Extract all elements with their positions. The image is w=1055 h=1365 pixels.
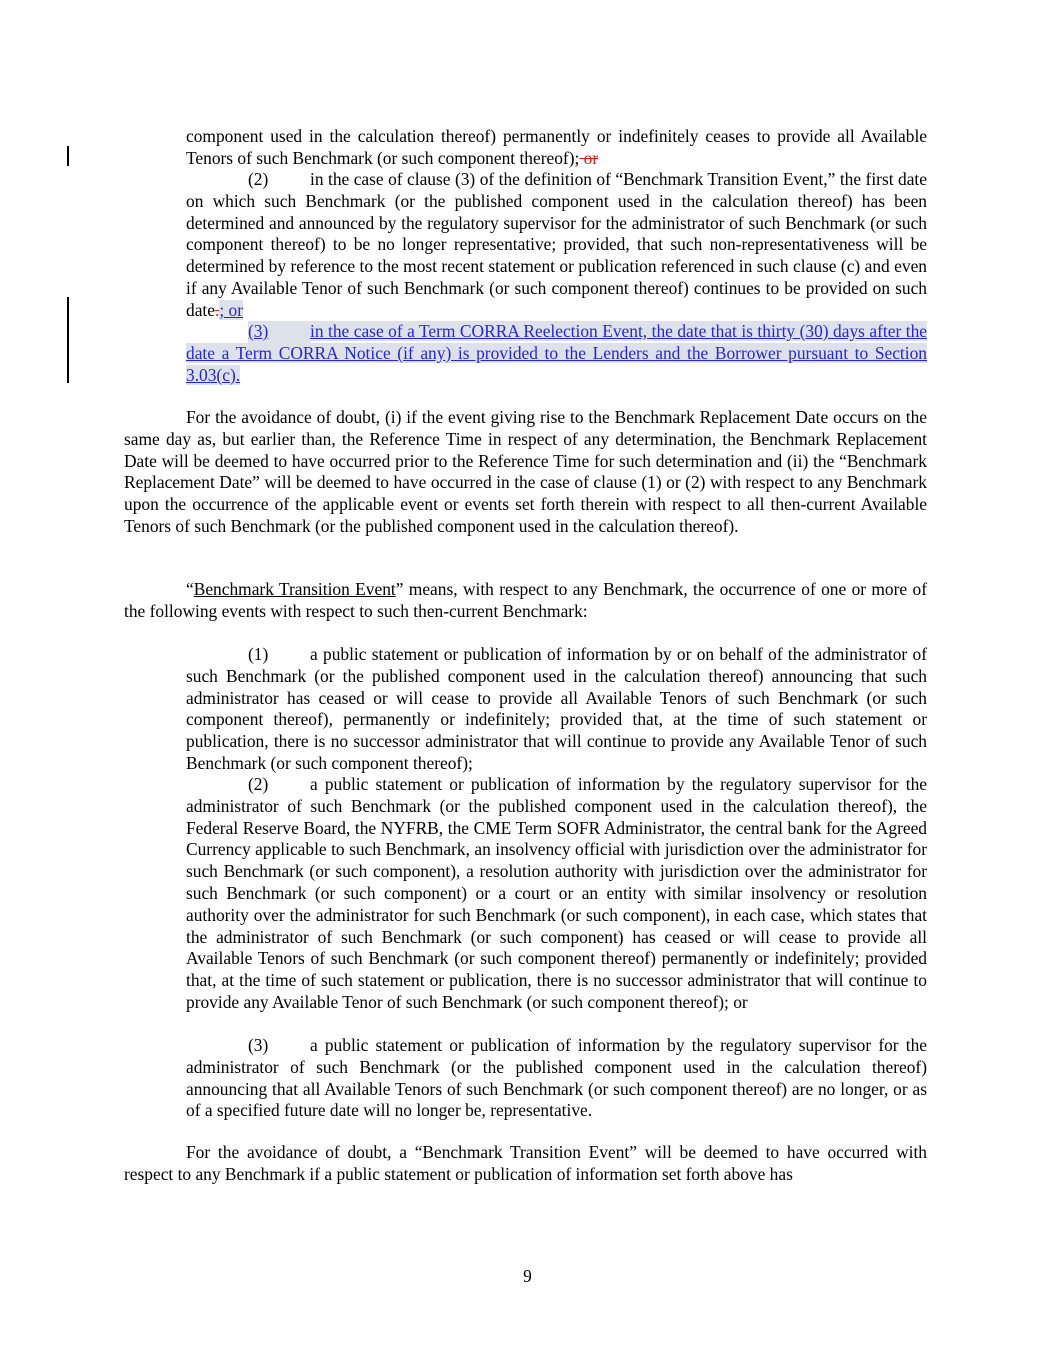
clause-2 [186, 169, 927, 322]
clause-number: (2) [248, 774, 269, 794]
definition-benchmark-transition-event [124, 579, 927, 623]
clause-text: a public statement or publication of information by or on behalf of the administrator of such Benchmark (or the published component used in the calculation thereof) announcing that such administrator has ceased or will cease to provide all Available Tenors of such Benchmark (or such component thereof), permanently or indefinitely; provided that, at the time of such statement or publication, there is no successor administrator that will continue to provide any Available Tenor of such Benchmark (or such component thereof); [186, 644, 927, 773]
avoidance-of-doubt-paragraph [124, 407, 927, 538]
event-3 [186, 1035, 927, 1122]
definition-text: ” means, with respect to any Benchmark, the occurrence of one or more of the following events with respect to such then-current Benchmark: [124, 579, 927, 621]
paragraph-text: For the avoidance of doubt, a “Benchmark Transition Event” will be deemed to have occurred with respect to any Benchmark if a public statement or publication of information set forth above has [124, 1142, 927, 1184]
clause-3-inserted [186, 321, 927, 386]
clause-number: (3) [248, 1035, 269, 1055]
quote-mark: “ [186, 579, 194, 599]
defined-term: Benchmark Transition Event [193, 579, 396, 599]
clause-number: (1) [248, 644, 269, 664]
clause-number: (2) [248, 169, 269, 189]
change-bar [67, 297, 69, 383]
avoidance-of-doubt-transition [124, 1142, 927, 1186]
inserted-text: ; or [219, 299, 243, 320]
inserted-text: in the case of a Term CORRA Reelection Event, the date that is thirty (30) days after the date a Term CORRA Notice (if any) is provided to the Lenders and the Borrower pursuant to Section 3.03(c). [186, 321, 927, 385]
page-number: 9 [523, 1266, 532, 1286]
event-2 [186, 774, 927, 1014]
clause-number: (3) [248, 321, 310, 343]
clause-text: a public statement or publication of information by the regulatory supervisor for the administrator of such Benchmark (or the published component used in the calculation thereof) announcing that all Available Tenors of such Benchmark (or such component thereof) are no longer, or as of a specified future date will no longer be, representative. [186, 1035, 927, 1121]
deleted-text: or [579, 147, 599, 168]
event-1 [186, 644, 927, 775]
clause-text: in the case of clause (3) of the definition of “Benchmark Transition Event,” the first date on which such Benchmark (or the published component used in the calculation thereof) has been determined and announced by the regulatory supervisor for the administrator of such Benchmark (or such component thereof) to be no longer representative; provided, that such non-representativeness will be determined by reference to the most recent statement or publication referenced in such clause (c) and even if any Available Tenor of such Benchmark (or such component thereof) continues to be provided on such date [186, 169, 927, 320]
clause-1-continuation [186, 126, 927, 170]
clause-text: component used in the calculation thereof) permanently or indefinitely ceases to provide all Available Tenors of such Benchmark (or such component thereof); [186, 126, 927, 168]
paragraph-text: For the avoidance of doubt, (i) if the event giving rise to the Benchmark Replacement Date occurs on the same day as, but earlier than, the Reference Time in respect of any determination, the Benchmark Replacement Date will be deemed to have occurred prior to the Reference Time for such determination and (ii) the “Benchmark Replacement Date” will be deemed to have occurred in the case of clause (1) or (2) with respect to any Benchmark upon the occurrence of the applicable event or events set forth therein with respect to all then-current Available Tenors of such Benchmark (or the published component used in the calculation thereof). [124, 407, 927, 536]
change-bar [67, 146, 69, 166]
deleted-text: . [214, 299, 220, 320]
clause-text: a public statement or publication of information by the regulatory supervisor for the administrator of such Benchmark (or the published component used in the calculation thereof), the Federal Reserve Board, the NYFRB, the CME Term SOFR Administrator, the central bank for the Agreed Currency applicable to such Benchmark, an insolvency official with jurisdiction over the administrator for such Benchmark (or such component), a resolution authority with jurisdiction over the administrator for such Benchmark (or such component) or a court or an entity with similar insolvency or resolution authority over the administrator for such Benchmark (or such component), in each case, which states that the administrator of such Benchmark (or such component) has ceased or will cease to provide all Available Tenors of such Benchmark (or such component thereof) permanently or indefinitely; provided that, at the time of such statement or publication, there is no successor administrator that will continue to provide any Available Tenor of such Benchmark (or such component thereof); or [186, 774, 927, 1012]
